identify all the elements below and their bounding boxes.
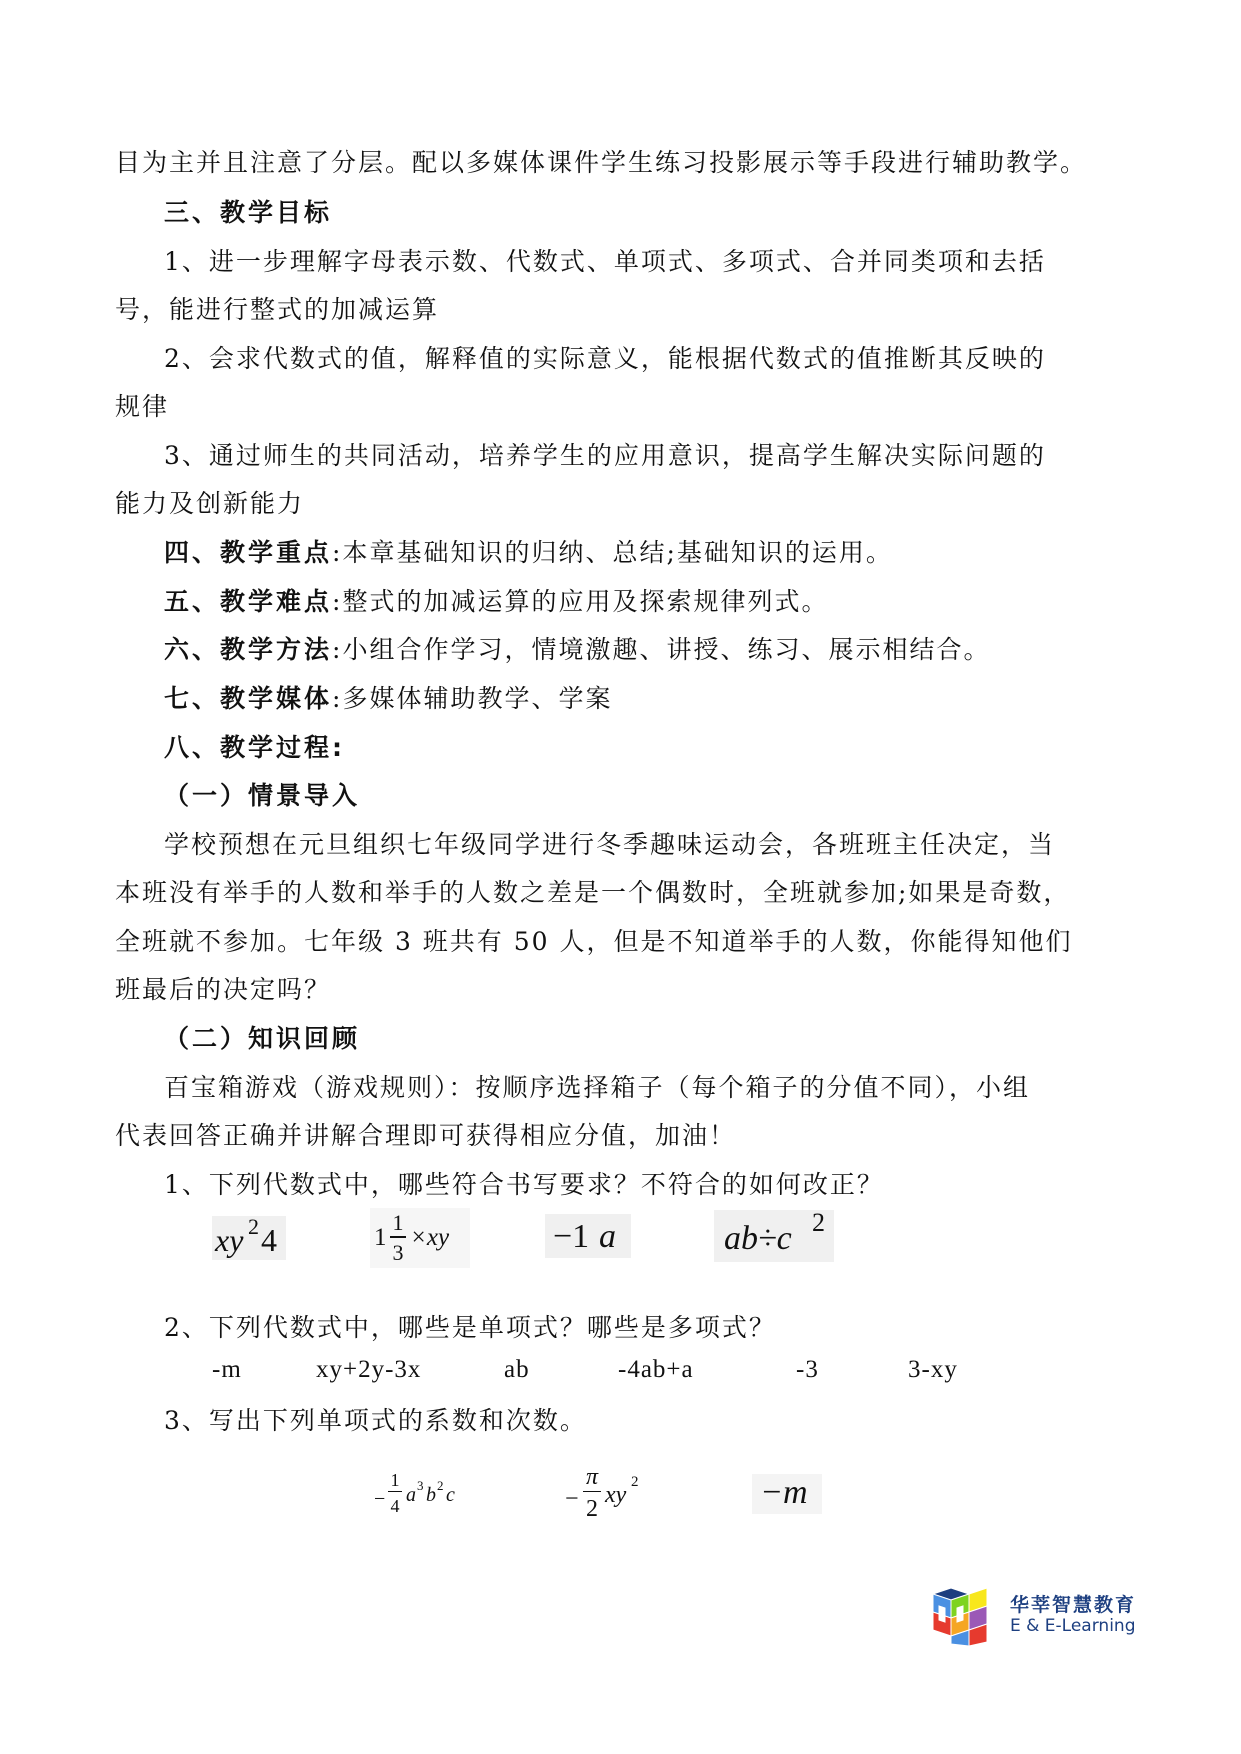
q3-e3: −m (760, 1474, 808, 1511)
q1-e1-tail: 4 (261, 1222, 277, 1258)
q1-e1-exp: 2 (248, 1214, 259, 1239)
brand-name-cn: 华莘智慧教育 (1010, 1594, 1137, 1616)
methods-text: :小组合作学习，情境激趣、讲授、练习、展示相结合。 (332, 635, 991, 664)
q3-e1-b-exp: 2 (437, 1478, 444, 1493)
q3-e1-c: c (446, 1484, 455, 1506)
brand-name-en: E & E-Learning (1010, 1616, 1136, 1636)
q2-expression-5: -3 (796, 1356, 819, 1383)
media-text: :多媒体辅助教学、学案 (332, 684, 613, 713)
q1-expression-1 (212, 1216, 286, 1260)
paragraph-intro-tail: 目为主并且注意了分层。配以多媒体课件学生练习投影展示等手段进行辅助教学。 (115, 148, 1088, 177)
brand-logo-icon (925, 1586, 1001, 1650)
q1-e2-whole: 1 (374, 1224, 387, 1251)
q1-expression-4 (714, 1210, 834, 1262)
q1-e1-base: xy (215, 1222, 244, 1258)
q3-e2-num: π (583, 1464, 601, 1492)
teaching-media (164, 682, 612, 716)
q3-expression-2 (565, 1462, 675, 1528)
q1-e4-base: ab÷c (724, 1220, 792, 1257)
q1-e2-tail: ×xy (410, 1224, 450, 1251)
q3-e2-den: 2 (586, 1496, 598, 1522)
media-label: 七、教学媒体 (164, 684, 333, 713)
q3-e1-num: 1 (388, 1470, 402, 1492)
q3-e1-sign: − (374, 1488, 386, 1510)
q1-e2-num: 1 (390, 1210, 406, 1238)
q1-e4-exp: 2 (812, 1208, 825, 1237)
q3-expression-3 (752, 1474, 822, 1514)
scenario-line-1: 学校预想在元旦组织七年级同学进行冬季趣味运动会，各班班主任决定，当 (164, 830, 1056, 859)
q3-e2-xy: xy (605, 1482, 627, 1508)
question-3: 3、写出下列单项式的系数和次数。 (164, 1406, 587, 1435)
scenario-line-3: 全班就不参加。七年级 3 班共有 50 人，但是不知道举手的人数，你能得知他们 (115, 927, 1073, 956)
q3-e1-a: a (406, 1484, 416, 1506)
question-1: 1、下列代数式中，哪些符合书写要求？不符合的如何改正？ (164, 1170, 884, 1199)
q1-expression-3 (545, 1214, 631, 1258)
goal-3-line-2: 能力及创新能力 (115, 489, 305, 518)
q3-expression-1 (374, 1468, 484, 1526)
q1-e2-den: 3 (392, 1240, 404, 1265)
teaching-difficulties (164, 585, 828, 619)
goal-3-line-1: 3、通过师生的共同活动，培养学生的应用意识，提高学生解决实际问题的 (164, 441, 1046, 470)
teaching-key-points (164, 536, 893, 570)
q2-expression-3: ab (504, 1356, 530, 1383)
q3-e1-b: b (426, 1484, 436, 1506)
q1-e3-coef: −1 (553, 1218, 590, 1255)
q1-expression-2 (370, 1208, 470, 1268)
difficulties-text: :整式的加减运算的应用及探索规律列式。 (332, 587, 829, 616)
review-line-1: 百宝箱游戏（游戏规则）：按顺序选择箱子（每个箱子的分值不同），小组 (164, 1073, 1031, 1102)
q2-expression-6: 3-xy (908, 1356, 958, 1383)
goal-2-line-2: 规律 (115, 392, 170, 421)
review-line-2: 代表回答正确并讲解合理即可获得相应分值，加油！ (115, 1121, 737, 1150)
q2-expression-1: -m (212, 1356, 242, 1383)
heading-knowledge-review: （二）知识回顾 (164, 1024, 361, 1053)
teaching-methods (164, 633, 990, 667)
goal-1-line-2: 号，能进行整式的加减运算 (115, 295, 440, 324)
key-points-text: :本章基础知识的归纳、总结;基础知识的运用。 (332, 538, 893, 567)
q1-e3-var: a (599, 1218, 616, 1255)
difficulties-label: 五、教学难点 (164, 587, 333, 616)
scenario-line-4: 班最后的决定吗？ (115, 975, 332, 1004)
q3-e1-a-exp: 3 (417, 1478, 424, 1493)
q3-e1-den: 4 (390, 1496, 400, 1516)
q3-e2-exp: 2 (631, 1474, 639, 1490)
goal-1-line-1: 1、进一步理解字母表示数、代数式、单项式、多项式、合并同类项和去括 (164, 247, 1046, 276)
key-points-label: 四、教学重点 (164, 538, 333, 567)
question-2: 2、下列代数式中，哪些是单项式？哪些是多项式？ (164, 1313, 776, 1342)
q2-expression-2: xy+2y-3x (316, 1356, 422, 1383)
heading-teaching-goals: 三、教学目标 (164, 198, 333, 227)
q3-e2-sign: − (565, 1486, 579, 1512)
heading-scenario-intro: （一）情景导入 (164, 781, 361, 810)
methods-label: 六、教学方法 (164, 635, 333, 664)
heading-teaching-process: 八、教学过程: (164, 733, 345, 762)
scenario-line-2: 本班没有举手的人数和举手的人数之差是一个偶数时，全班就参加;如果是奇数， (115, 878, 1071, 907)
q2-expression-4: -4ab+a (618, 1356, 694, 1383)
goal-2-line-1: 2、会求代数式的值，解释值的实际意义，能根据代数式的值推断其反映的 (164, 344, 1046, 373)
